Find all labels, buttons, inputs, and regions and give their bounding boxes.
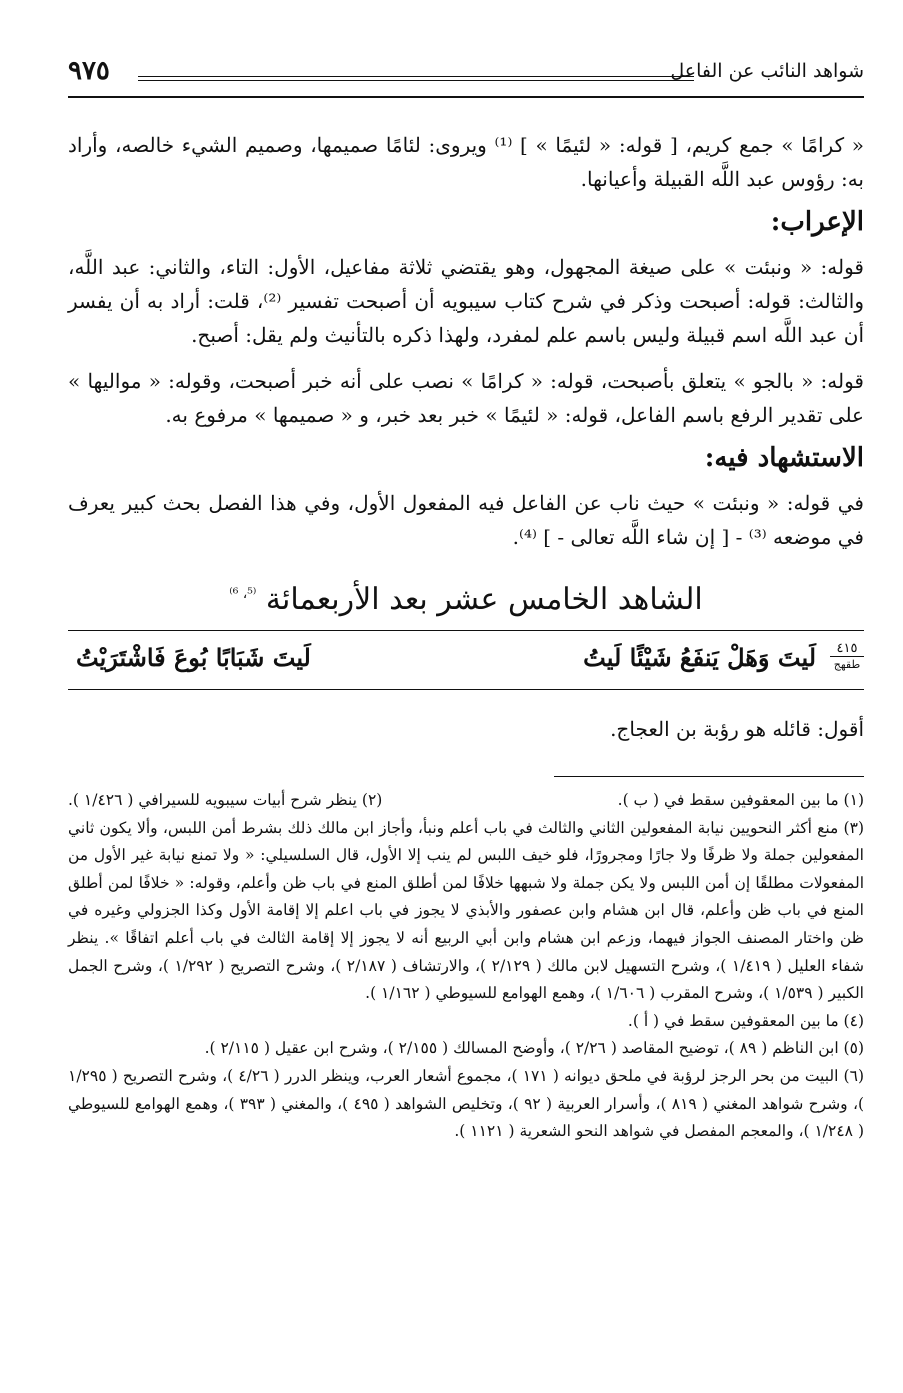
verse-hemistich-first: لَيتَ وَهَلْ يَنفَعُ شَيْئًا لَيتُ <box>583 643 816 672</box>
verse-box <box>68 630 864 690</box>
verse-number: ٤١٥ <box>830 641 864 657</box>
page-number: ٩٧٥ <box>68 56 110 86</box>
footnote-separator <box>554 776 864 777</box>
paragraph-attribution: أقول: قائله هو رؤبة بن العجاج. <box>610 717 864 741</box>
footnote-1: (١) ما بين المعقوفين سقط في ( ب ). <box>617 791 864 809</box>
running-title: شواهد النائب عن الفاعل <box>670 60 864 82</box>
footnote-row-1-2 <box>68 787 864 815</box>
footnote-5: (٥) ابن الناظم ( ٨٩ )، توضيح المقاصد ( ٢/٢٦ )، وأوضح المسالك ( ٢/١٥٥ )، وشرح ابن عقيل ( ٢/١١٥ ). <box>204 1039 864 1058</box>
verse-hemistich-second: لَيتَ شَبَابًا بُوعَ فَاشْتَرَيْتُ <box>76 643 311 672</box>
paragraph-irab-2: قوله: « بالجو » يتعلق بأصبحت، قوله: « كرامًا » نصب على أنه خبر أصبحت، وقوله: « مواليها » على تقدير الرفع باسم الفاعل، قوله: « لئيمًا » خبر بعد خبر، و « صميمها » مرفوع به. <box>68 369 864 427</box>
shahid-title-refs: ⁽⁵، ⁶⁾ <box>229 586 257 602</box>
page <box>68 56 864 1146</box>
footnote-2: (٢) ينظر شرح أبيات سيبويه للسيرافي ( ١/٤٢٦ ). <box>68 791 383 809</box>
shahid-title-text: الشاهد الخامس عشر بعد الأربعمائة <box>265 582 703 617</box>
heading-irab: الإعراب: <box>770 207 864 237</box>
header-double-rule <box>138 76 694 81</box>
paragraph-irab-1: قوله: « ونبئت » على صيغة المجهول، وهو يقتضي ثلاثة مفاعيل، الأول: التاء، والثاني: عبد اللَّه، والثالث: قوله: أصبحت وذكر في شرح كتاب سيبويه أن أصبحت تفسير ⁽²⁾، قلت: أراد به أن يفسر أن عبد اللَّه اسم قبيلة وليس باسم علم لمفرد، ولهذا ذكره بالتأنيث ولم يقل: أصبح. <box>68 255 865 347</box>
shahid-title <box>68 572 864 622</box>
verse-number-badge <box>830 641 864 672</box>
footnote-4: (٤) ما بين المعقوفين سقط في ( أ ). <box>627 1011 864 1030</box>
footnotes <box>68 787 864 1146</box>
paragraph-explanation: « كرامًا » جمع كريم، [ قوله: « لئيمًا » ] ⁽¹⁾ ويروى: لئامًا صميمها، وصميم الشيء خالصه، وأراد به: رؤوس عبد اللَّه القبيلة وأعيانها. <box>68 133 864 191</box>
footnote-6: (٦) البيت من بحر الرجز لرؤبة في ملحق ديوانه ( ١٧١ )، مجموع أشعار العرب، وينظر الدرر ( ٤/٢٦ )، وشرح التصريح ( ١/٢٩٥ )، وشرح شواهد المغني ( ٨١٩ )، وأسرار العربية ( ٩٢ )، وتخليص الشواهد ( ٤٩٥ )، والمغني ( ٣٩٣ )، وهمع الهوامع للسيوطي ( ١/٢٤٨ )، والمعجم المفصل في شواهد النحو الشعرية ( ١١٢١ ). <box>68 1066 864 1141</box>
paragraph-istishhad: في قوله: « ونبئت » حيث ناب عن الفاعل فيه المفعول الأول، وفي هذا الفصل بحث كبير يعرف في موضعه ⁽³⁾ - [ إن شاء اللَّه تعالى - ] ⁽⁴⁾. <box>68 491 864 549</box>
heading-istishhad: الاستشهاد فيه: <box>704 443 864 473</box>
verse-meter-code: طقهج <box>833 658 861 671</box>
running-header <box>68 56 864 98</box>
footnote-3: (٣) منع أكثر النحويين نيابة المفعولين الثاني والثالث في باب أعلم ونبأ، وأجاز ابن مالك ذلك بشرط أمن اللبس، وألا يكون ثاني المفعولين جملة ولا ظرفًا ولا جارًا ومجرورًا، فلو خيف اللبس لم ينب إلا الأول، قال السلسيلي: « ولا تمنع نيابة غير الأول من المفعولات مطلقًا إن أمن اللبس ولا يكن جملة ولا شبهها خلافًا لمن أطلق المنع في باب ظن وأعلم، وقوله: « خلافًا لمن أطلق المنع في باب ظن وأعلم، قال ابن هشام وابن عصفور والأبذي لا يجوز في باب اعلم إلا إقامة الأول وكذا الجزولي وغيره في ظن واختار المصنف الجواز فيهما، وزعم ابن هشام وابن أبي الربيع أنه لا يجوز إلا إقامة الثالث في باب أعلم اتفاقًا ». ينظر شفاء العليل ( ١/٤١٩ )، وشرح التسهيل لابن مالك ( ٢/١٢٩ )، والارتشاف ( ٢/١٨٧ )، وشرح التصريح ( ١/٢٩٢ )، وشرح الجمل الكبير ( ١/٥٣٩ )، وشرح المقرب ( ١/٦٠٦ )، وهمع الهوامع للسيوطي ( ١/١٦٢ ). <box>68 818 864 1003</box>
